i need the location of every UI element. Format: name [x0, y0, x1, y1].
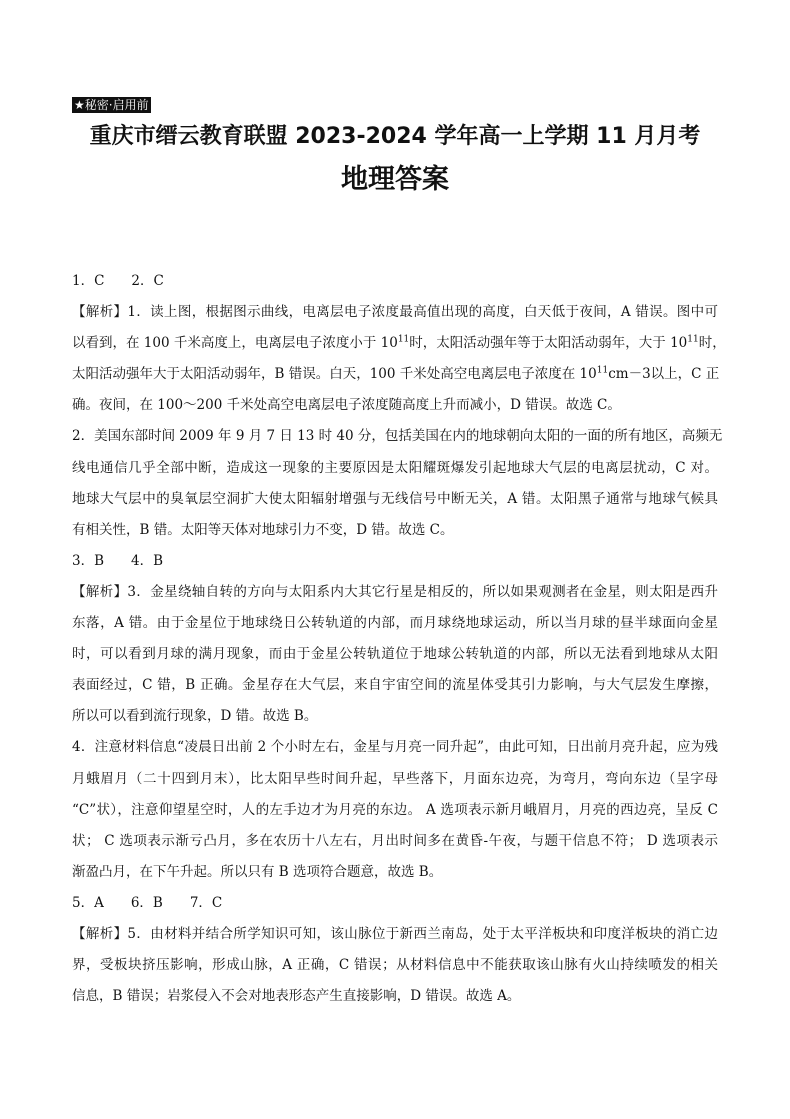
explanation-line: 所以可以看到流行现象，D 错。故选 B。 [72, 708, 318, 725]
explanation-line: 4．注意材料信息“凌晨日出前 2 个小时左右，金星与月亮一同升起”，由此可知，日出前月亮升起，应为残 [72, 739, 718, 756]
explanation-line: 东落，A 错。由于金星位于地球绕日公转轨道的内部，而月球绕地球运动，所以当月球的昼半球面向金星 [72, 615, 718, 632]
explanation-line: 2．美国东部时间 2009 年 9 月 7 日 13 时 40 分，包括美国在内的地球朝向太阳的一面的所有地区，高频无 [72, 428, 723, 445]
explanation-line: 表面经过，C 错，B 正确。金星存在大气层，来自宇宙空间的流星体受其引力影响，与大气层发生摩擦， [72, 677, 718, 694]
superscript: 11 [596, 365, 609, 376]
explanation-line: 月蛾眉月（二十四到月末），比太阳早些时间升起，早些落下，月面东边亮，为弯月，弯向东边（呈字母 [72, 770, 718, 787]
explanation-line: 信息，B 错误；岩浆侵入不会对地表形态产生直接影响，D 错误。故选 A。 [72, 988, 521, 1005]
answer-line-1-2: 1．C 2．C [72, 273, 164, 289]
explanation-line: 有相关性，B 错。太阳等天体对地球引力不变，D 错。故选 C。 [72, 521, 454, 538]
explanation-line: 地球大气层中的臭氧层空洞扩大使太阳辐射增强与无线信号中断无关，A 错。太阳黑子通常与地球气候具 [72, 490, 718, 507]
explanation-line: 状； C 选项表示渐亏凸月，多在农历十八左右，月出时间多在黄昏-午夜，与题干信息不符； D 选项表示 [72, 832, 718, 849]
explanation-line: 界，受板块挤压影响，形成山脉，A 正确，C 错误；从材料信息中不能获取该山脉有火山持续喷发的相关 [72, 957, 718, 974]
explanation-line: 时，可以看到月球的满月现象，而由于金星公转轨道位于地球公转轨道的内部，所以无法看到地球从太阳 [72, 646, 718, 663]
explanation-line: 确。夜间，在 100～200 千米处高空电离层电子浓度随高度上升而减小，D 错误。故选 C。 [72, 397, 621, 414]
exam-title: 重庆市缙云教育联盟 2023-2024 学年高一上学期 11 月月考 [89, 124, 701, 149]
superscript: 11 [687, 334, 699, 345]
explanation-line: 【解析】3．金星绕轴自转的方向与太阳系内大其它行星是相反的，所以如果观测者在金星，则太阳是西升 [72, 583, 718, 600]
explanation-line: 线电通信几乎全部中断，造成这一现象的主要原因是太阳耀斑爆发引起地球大气层的电离层扰动，C 对。 [72, 459, 718, 476]
answer-line-5-7: 5．A 6．B 7．C [72, 894, 223, 911]
explanation-line: 渐盈凸月，在下午升起。所以只有 B 选项符合题意，故选 B。 [72, 863, 443, 880]
explanation-line: 以看到，在 100 千米高度上，电离层电子浓度小于 $10^{11}$时，太阳活动强年等于太阳活动弱年，大于 $10^{11}$时， [72, 334, 726, 352]
explanation-line: 【解析】1．读上图，根据图示曲线，电离层电子浓度最高值出现的高度，白天低于夜间，A 错误。图中可 [72, 304, 718, 321]
explanation-line: 太阳活动强年大于太阳活动弱年，B 错误。白天，100 千米处高空电离层电子浓度在 $10^{11}cm-3$以上，C 正 [72, 365, 720, 383]
answer-content [72, 266, 726, 1012]
secret-label: ★秘密·启用前 [74, 98, 149, 112]
explanation-line: “C”状），注意仰望星空时，人的左手边才为月亮的东边。 A 选项表示新月峨眉月，月亮的西边亮，呈反 C [72, 801, 718, 818]
explanation-line: 【解析】5．由材料并结合所学知识可知，该山脉位于新西兰南岛，处于太平洋板块和印度洋板块的消亡边 [72, 925, 718, 942]
exam-subtitle: 地理答案 [341, 164, 449, 195]
superscript: 11 [397, 334, 410, 345]
answer-line-3-4: 3．B 4．B [72, 552, 164, 569]
